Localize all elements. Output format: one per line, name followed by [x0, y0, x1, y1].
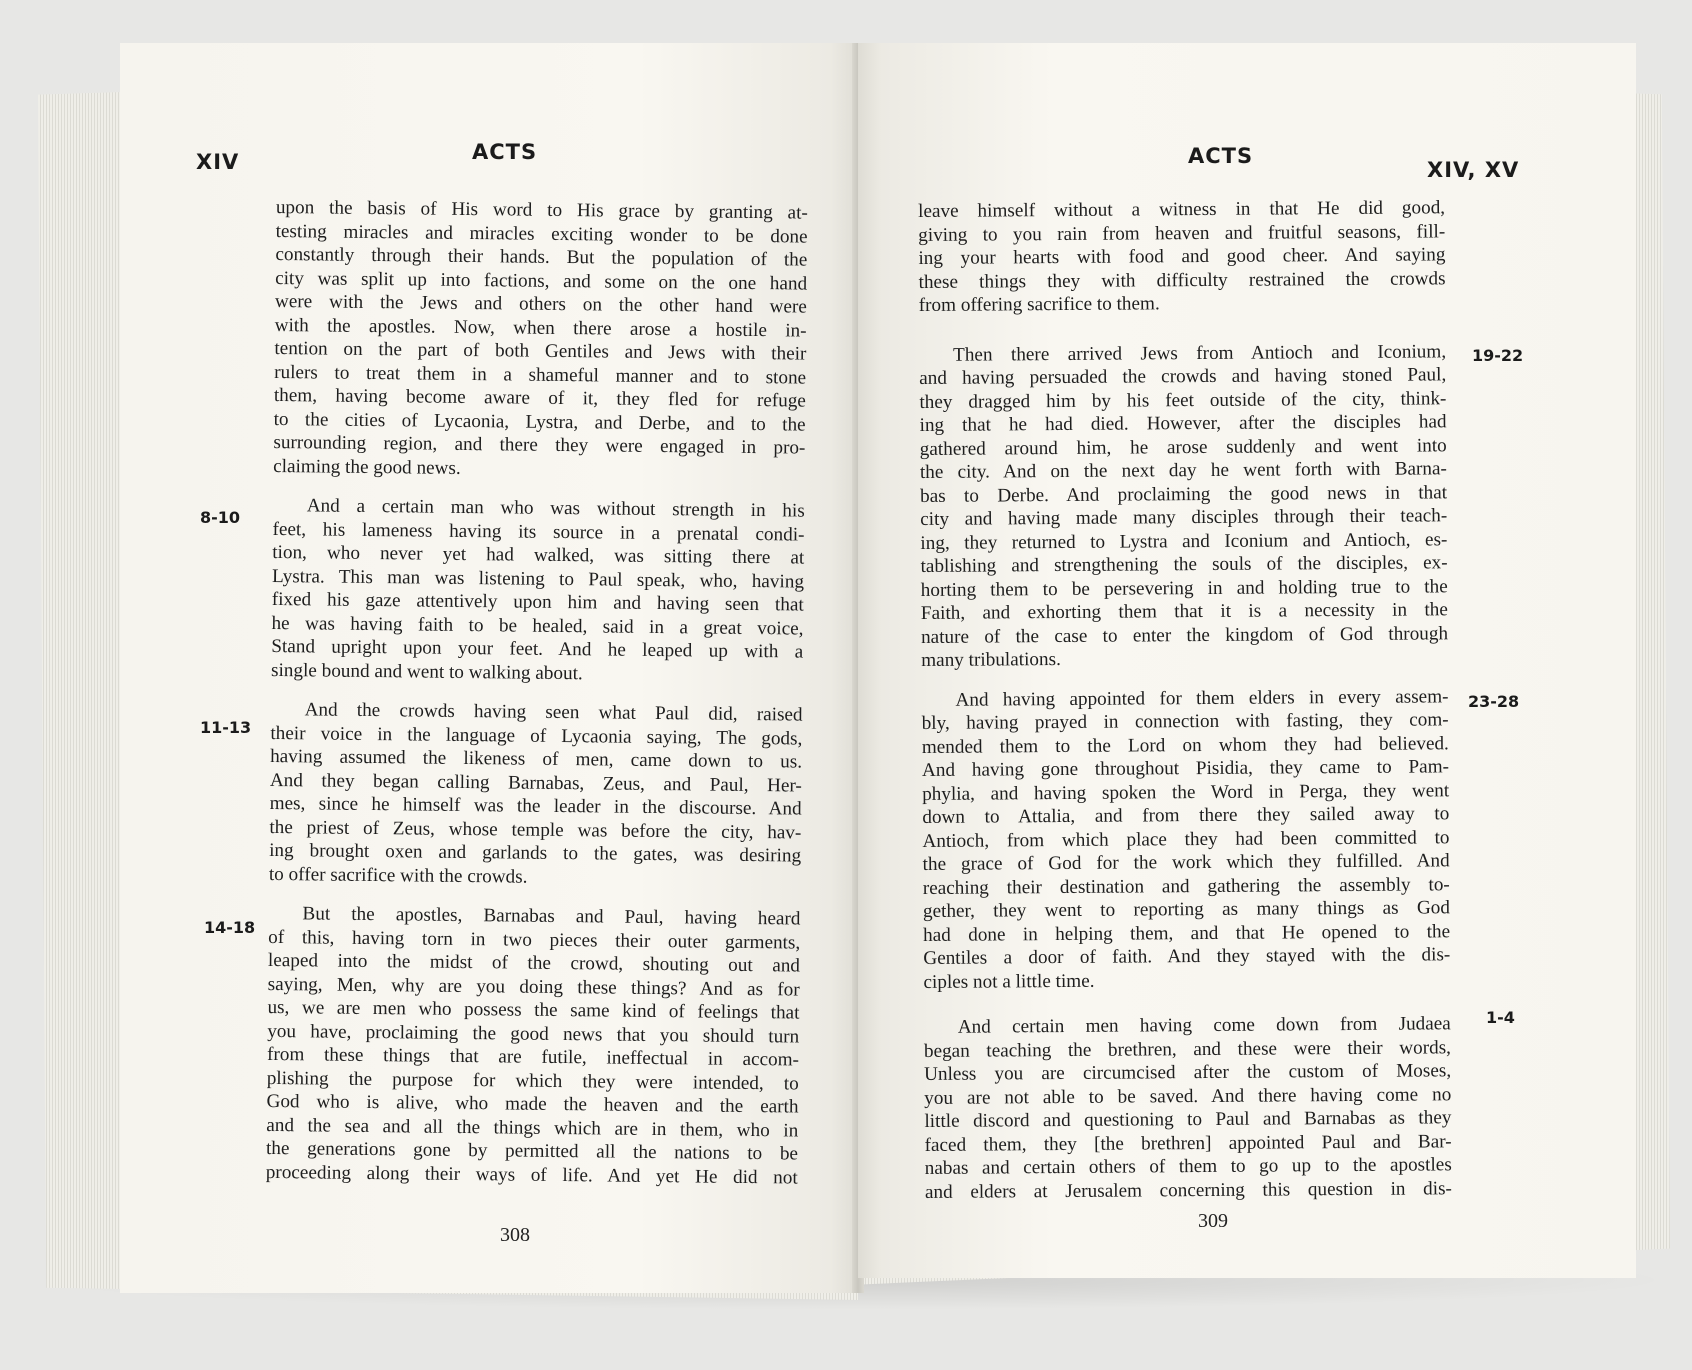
text-line: tion, who never yet had walked, was sitting there at — [272, 541, 805, 569]
text-line: Gentiles a door of faith. And they stayed with the dis- — [923, 944, 1451, 969]
text-line: bas to Derbe. And proclaiming the good news in that — [919, 481, 1448, 507]
verse-ref-19-22: 19-22 — [1472, 346, 1524, 365]
text-line: But the apostles, Barnabas and Paul, having heard — [302, 903, 801, 930]
right-page-number: 309 — [1198, 1210, 1228, 1232]
right-book-title: ACTS — [1188, 144, 1254, 168]
text-line: ing brought oxen and garlands to the gates, was desiring — [269, 839, 802, 867]
text-line: And a certain man who was without strength in his — [306, 495, 805, 522]
text-line: of this, having torn in two pieces their outer garments, — [268, 926, 801, 954]
text-line: ing, they returned to Lystra and Iconium and Antioch, es- — [920, 528, 1448, 554]
right-text-block — [918, 196, 1452, 1204]
text-line: Unless you are circumcised after the custom of Moses, — [924, 1060, 1452, 1085]
text-line: had done in helping them, and that He opened to the — [923, 920, 1451, 946]
text-line: upon the basis of His word to His grace by granting at- — [275, 196, 808, 224]
text-line: the city. And on the next day he went forth with Barna- — [919, 458, 1447, 483]
text-line: the grace of God for the work which they fulfilled. And — [922, 850, 1450, 875]
text-line: feet, his lameness having its source in a prenatal condi- — [272, 518, 805, 546]
paragraph — [271, 494, 805, 688]
text-line: constantly through their hands. But the population of the — [275, 243, 808, 271]
text-line: mes, since he himself was the leader in the discourse. And — [269, 792, 802, 820]
text-line: leaped into the midst of the crowd, shouting out and — [267, 949, 801, 977]
verse-ref-8-10: 8-10 — [200, 508, 241, 527]
text-line: claiming the good news. — [273, 455, 461, 479]
paragraph — [924, 1012, 1452, 1204]
text-line: leave himself without a witness in that He did good, — [918, 197, 1446, 222]
paragraph — [266, 902, 801, 1190]
text-line: their voice in the language of Lycaonia saying, The gods, — [270, 722, 803, 750]
text-line: city was split up into factions, and some on the one hand — [275, 267, 808, 295]
text-line: they dragged him by his feet outside of the city, think- — [919, 387, 1447, 413]
text-line: began teaching the brethren, and these were their words, — [923, 1036, 1452, 1062]
text-line: fixed his gaze attentively upon him and having seen that — [271, 588, 804, 616]
text-line: to the cities of Lycaonia, Lystra, and Derbe, and to the — [273, 408, 806, 436]
left-page-number: 308 — [500, 1224, 530, 1246]
text-line: Antioch, from which place they had been committed to — [922, 826, 1450, 852]
verse-ref-1-4: 1-4 — [1486, 1008, 1515, 1027]
text-line: tablishing and strengthening the souls of the disciples, ex- — [920, 552, 1448, 577]
text-line: gathered around him, he arose suddenly and went into — [919, 434, 1447, 460]
verse-ref-14-18: 14-18 — [204, 918, 256, 937]
text-line: And certain men having come down from Judaea — [957, 1013, 1451, 1038]
text-line: little discord and questioning to Paul and Barnabas as they — [924, 1107, 1452, 1132]
text-line: ciples not a little time. — [923, 970, 1095, 993]
text-line: down to Attalia, and from there they sailed away to — [922, 803, 1450, 828]
paragraph — [921, 685, 1450, 994]
text-line: saying, Men, why are you doing these things? And as for — [267, 973, 800, 1001]
text-line: Stand upright upon your feet. And he leaped up with a — [271, 635, 804, 663]
text-line: were with the Jews and others on the other hand were — [274, 290, 807, 318]
left-book-title: ACTS — [472, 140, 538, 164]
text-line: you are not able to be saved. And there having come no — [924, 1083, 1452, 1109]
text-line: many tribulations. — [921, 649, 1061, 671]
text-line: surrounding region, and there they were engaged in pro- — [273, 431, 806, 459]
verse-ref-23-28: 23-28 — [1468, 692, 1520, 711]
text-line: reaching their destination and gathering the assembly to- — [922, 873, 1450, 899]
text-line: And having gone throughout Pisidia, they came to Pam- — [921, 756, 1450, 781]
text-line: mended them to the Lord on whom they had believed. — [921, 732, 1449, 758]
text-line: and elders at Jerusalem concerning this question in dis- — [924, 1177, 1452, 1203]
text-line: he was having faith to be healed, said in a great voice, — [271, 612, 804, 640]
text-line: And they began calling Barnabas, Zeus, and Paul, Her- — [269, 769, 802, 797]
text-line: And having appointed for them elders in every assem- — [955, 685, 1449, 711]
text-line: us, we are men who possess the same kind of feelings that — [267, 996, 800, 1024]
text-line: gether, they went to reporting as many things as God — [922, 897, 1451, 922]
text-line: bly, having prayed in connection with fasting, they com- — [921, 709, 1449, 734]
text-line: them, having become aware of it, they fled for refuge — [273, 384, 806, 412]
paragraph — [269, 698, 803, 892]
paragraph — [273, 196, 808, 484]
text-line: ing that he had died. However, after the disciples had — [919, 411, 1447, 436]
paragraph — [919, 340, 1448, 673]
text-line: the generations gone by permitted all the nations to be — [265, 1137, 799, 1165]
text-line: to offer sacrifice with the crowds. — [268, 863, 528, 888]
text-line: phylia, and having spoken the Word in Perga, they went — [922, 779, 1450, 805]
text-line: these things they with difficulty restrained the crowds — [918, 267, 1446, 293]
text-line: from offering sacrifice to them. — [918, 293, 1160, 316]
text-line: and having persuaded the crowds and having stoned Paul, — [919, 364, 1447, 389]
text-line: ing your hearts with food and good cheer. And saying — [918, 244, 1446, 269]
text-line: having assumed the likeness of men, came down to us. — [270, 745, 803, 773]
text-line: nature of the case to enter the kingdom of God through — [920, 622, 1449, 648]
text-line: nabas and certain others of them to go up to the apostles — [924, 1154, 1452, 1179]
paragraph — [918, 196, 1446, 317]
text-line: giving to you rain from heaven and fruitful seasons, fill- — [918, 220, 1446, 246]
text-line: plishing the purpose for which they were intended, to — [266, 1067, 799, 1095]
text-line: proceeding along their ways of life. And yet He did not — [265, 1161, 798, 1189]
text-line: Then there arrived Jews from Antioch and Iconium, — [953, 340, 1447, 366]
text-line: And the crowds having seen what Paul did, raised — [304, 699, 803, 726]
text-line: horting them to be persevering in and holding true to the — [920, 575, 1448, 601]
left-chapter-heading: XIV — [196, 150, 240, 174]
text-line: rulers to treat them in a shameful manner and to stone — [274, 361, 807, 389]
text-line: God who is alive, who made the heaven and the earth — [266, 1090, 799, 1118]
text-line: with the apostles. Now, when there arose a hostile in- — [274, 314, 807, 342]
verse-ref-11-13: 11-13 — [200, 718, 252, 737]
text-line: from these things that are futile, ineffectual in accom- — [266, 1043, 800, 1071]
text-line: faced them, they [the brethren] appointed Paul and Bar- — [924, 1130, 1452, 1156]
text-line: the priest of Zeus, whose temple was before the city, hav- — [269, 816, 802, 844]
left-text-block — [266, 196, 808, 1190]
text-line: testing miracles and miracles exciting wonder to be done — [275, 220, 808, 248]
text-line: tention on the part of both Gentiles and Jews with their — [274, 337, 807, 365]
text-line: you have, proclaiming the good news that you should turn — [267, 1020, 800, 1048]
right-chapter-heading: XIV, XV — [1427, 158, 1520, 182]
text-line: and the sea and all the things which are in them, who in — [266, 1114, 799, 1142]
text-line: Faith, and exhorting them that it is a necessity in the — [920, 599, 1448, 624]
text-line: Lystra. This man was listening to Paul speak, who, having — [271, 565, 805, 593]
text-line: city and having made many disciples through their teach- — [920, 505, 1448, 530]
text-line: single bound and went to walking about. — [270, 659, 583, 684]
